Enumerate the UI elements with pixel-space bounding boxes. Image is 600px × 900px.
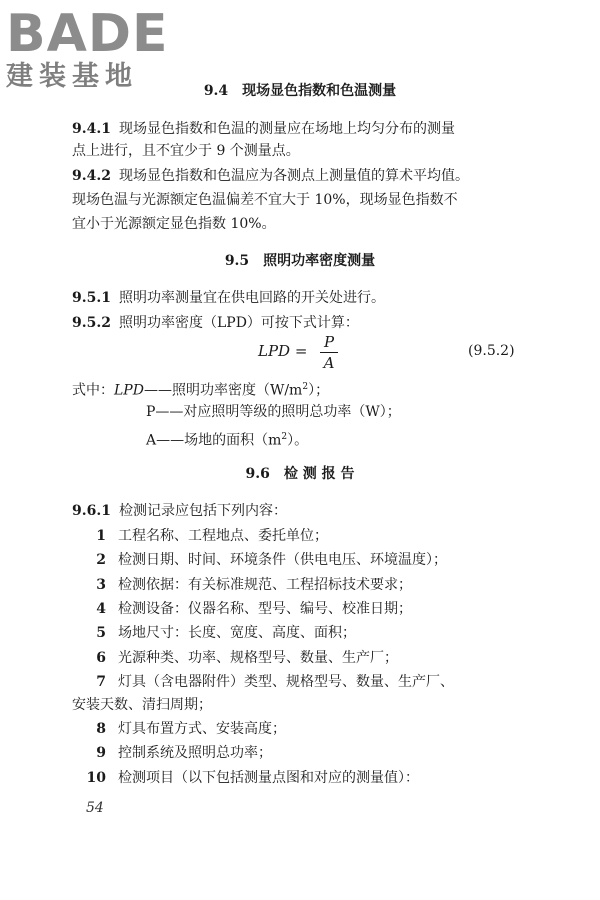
section-heading-9-4: 9.4 现场显色指数和色温测量	[203, 83, 397, 99]
formula-numerator: P	[323, 333, 335, 351]
formula-denominator: A	[323, 354, 335, 372]
superscript: 2	[302, 382, 309, 392]
clause-text: 现场显色指数和色温的测量应在场地上均匀分布的测量	[118, 121, 455, 137]
clause-9-4-2-line-2: 现场色温与光源额定色温偏差不宜大于 10%，现场显色指数不	[72, 192, 458, 208]
superscript: 2	[281, 432, 288, 442]
item-number: 10	[86, 770, 106, 786]
list-item	[80, 549, 447, 571]
item-text: 场地尺寸：长度、宽度、高度、面积；	[118, 625, 356, 641]
where-line-a	[146, 426, 308, 452]
formula-fraction	[320, 332, 338, 373]
item-text: 工程名称、工程地点、委托单位；	[118, 528, 328, 544]
item-text: 光源种类、功率、规格型号、数量、生产厂；	[118, 650, 398, 666]
logo-subtitle: 建装基地	[6, 61, 138, 92]
def-a-close: ）。	[287, 432, 309, 449]
def-a-text: A——场地的面积（m	[146, 432, 282, 449]
item-text: 检测日期、时间、环境条件（供电电压、环境温度）；	[118, 552, 447, 568]
symbol-lpd: LPD	[114, 382, 144, 399]
def-lpd-text: ——照明功率密度（W/m	[143, 382, 303, 399]
clause-text: 照明功率测量宜在供电回路的开关处进行。	[118, 290, 385, 306]
item-text: 检测依据：有关标准规范、工程招标技术要求；	[118, 577, 412, 593]
clause-9-5-1	[72, 287, 385, 309]
item-text: 控制系统及照明总功率；	[118, 745, 272, 761]
def-lpd-close: ）；	[308, 382, 330, 399]
item-number: 7	[96, 674, 106, 690]
item-number: 9	[96, 745, 106, 761]
clause-number: 9.5.1	[72, 290, 111, 306]
list-item	[80, 574, 412, 596]
clause-9-4-1-line-2: 点上进行，且不宜少于 9 个测量点。	[72, 143, 300, 159]
section-heading-9-5: 9.5 照明功率密度测量	[224, 253, 376, 269]
list-item	[80, 718, 286, 740]
equation-number: (9.5.2)	[468, 343, 515, 359]
item-text: 检测设备：仪器名称、型号、编号、校准日期；	[118, 601, 412, 617]
item-number: 8	[96, 721, 106, 737]
clause-number: 9.5.2	[72, 315, 111, 331]
item-number: 1	[96, 528, 106, 544]
list-item	[80, 767, 419, 789]
page-number: 54	[86, 800, 104, 816]
list-item	[80, 622, 356, 644]
item-text: 灯具（含电器附件）类型、规格型号、数量、生产厂、	[118, 674, 454, 690]
clause-number: 9.4.2	[72, 168, 111, 184]
clause-9-4-1-line-1	[72, 118, 455, 140]
clause-number: 9.6.1	[72, 503, 111, 519]
clause-number: 9.4.1	[72, 121, 111, 137]
clause-text: 检测记录应包括下列内容：	[118, 503, 287, 519]
clause-9-4-2-line-3: 宜小于光源额定显色指数 10%。	[72, 216, 276, 232]
list-item	[80, 598, 412, 620]
item-number: 2	[96, 552, 106, 568]
list-item-continuation: 安装天数、清扫周期；	[72, 697, 212, 713]
clause-9-6-1	[72, 500, 287, 522]
where-line-p: P——对应照明等级的照明总功率（W）；	[146, 404, 401, 420]
item-text: 灯具布置方式、安装高度；	[118, 721, 286, 737]
where-line-lpd	[72, 376, 329, 402]
list-item	[80, 647, 398, 669]
list-item	[80, 742, 272, 764]
item-number: 6	[96, 650, 106, 666]
list-item	[80, 525, 328, 547]
item-number: 3	[96, 577, 106, 593]
clause-text: 照明功率密度（LPD）可按下式计算：	[118, 315, 359, 331]
clause-9-5-2	[72, 312, 359, 334]
logo-wordmark: BADE	[6, 4, 169, 64]
clause-9-4-2-line-1	[72, 165, 469, 187]
formula-lhs: LPD =	[258, 342, 308, 360]
section-heading-9-6: 9.6 检 测 报 告	[245, 466, 355, 482]
list-item	[80, 671, 454, 693]
where-label: 式中：	[72, 382, 114, 399]
item-number: 4	[96, 601, 106, 617]
item-number: 5	[96, 625, 106, 641]
clause-text: 现场显色指数和色温应为各测点上测量值的算术平均值。	[118, 168, 469, 184]
item-text: 检测项目（以下包括测量点图和对应的测量值）：	[118, 770, 419, 786]
